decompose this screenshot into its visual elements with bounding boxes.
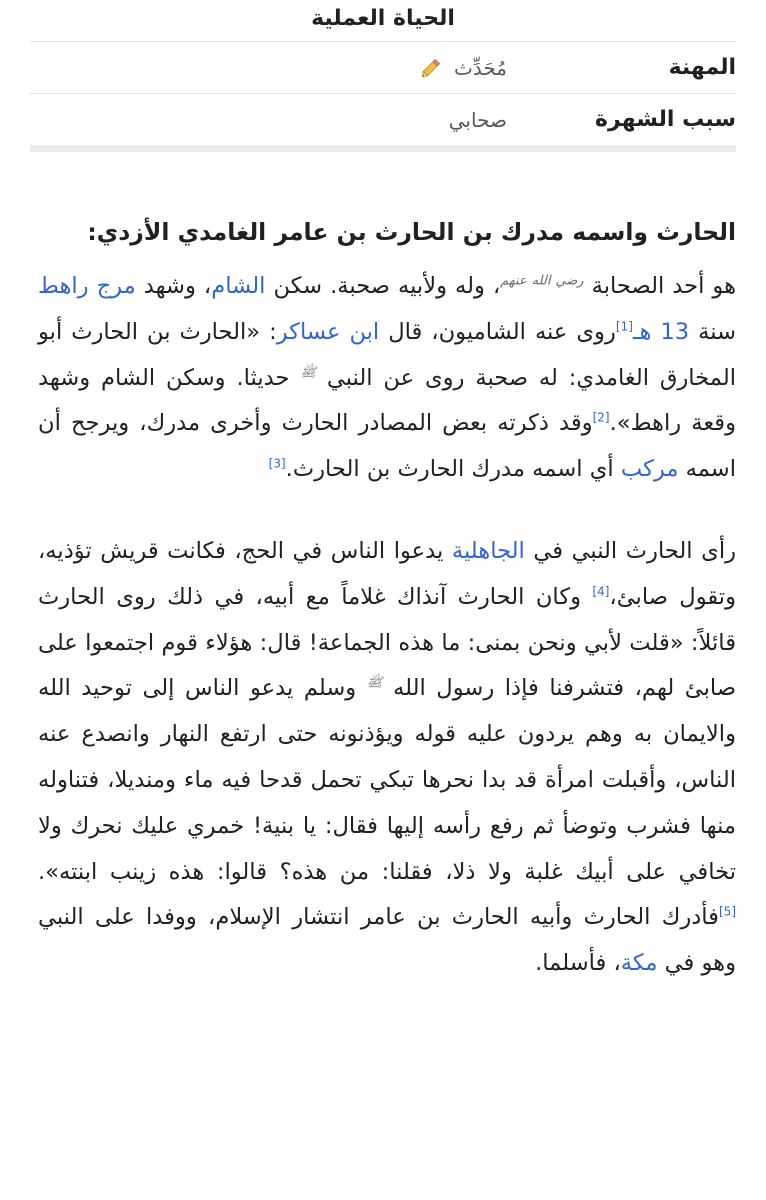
link-jahiliyya[interactable]: الجاهلية bbox=[451, 537, 525, 564]
article-heading: الحارث واسمه مدرك بن الحارث بن عامر الغامدي الأزدي: bbox=[87, 218, 736, 246]
honorific-mark: ﷺ bbox=[300, 365, 317, 381]
paragraph-2 bbox=[38, 529, 736, 987]
reference-4[interactable]: [4] bbox=[592, 584, 610, 599]
p2-text-1: رأى الحارث النبي في bbox=[524, 537, 737, 564]
infobox bbox=[30, 0, 736, 152]
occupation-text: مُحَدِّث bbox=[454, 55, 507, 80]
reference-5[interactable]: [5] bbox=[718, 904, 736, 919]
link-makka[interactable]: مكة bbox=[620, 950, 658, 977]
p2-text-2: يدعوا الناس في الحج، فكانت قريش تؤذيه، وتقول صابئ، bbox=[38, 537, 736, 610]
p2-text-6: ، فأسلما. bbox=[535, 950, 621, 977]
fame-value: صحابي bbox=[448, 107, 507, 132]
p1-text-6: : «الحارث بن الحارث أبو المخارق الغامدي: له صحبة روى عن النبي bbox=[38, 318, 736, 391]
p1-text-5: روى عنه الشاميون، قال bbox=[379, 318, 616, 345]
infobox-row-occupation bbox=[30, 42, 736, 94]
link-ibn-asakir[interactable]: ابن عساكر bbox=[276, 318, 380, 345]
paragraph-1 bbox=[38, 264, 736, 493]
p1-text-4: سنة bbox=[689, 318, 737, 345]
p1-text-2: ، وله ولأبيه صحبة. سكن bbox=[265, 273, 501, 299]
infobox-title: الحياة العملية bbox=[30, 0, 736, 42]
honorific-mark: رضي الله عنهم bbox=[500, 273, 584, 289]
reference-1[interactable]: [1] bbox=[615, 319, 633, 334]
honorific-mark: ﷺ bbox=[366, 675, 383, 691]
pencil-icon[interactable] bbox=[418, 55, 444, 81]
p2-text-3: وكان الحارث آنذاك غلاماً مع أبيه، في ذلك روى الحارث قائلاً: «قلت لأبي ونحن بمنى: ما هذه الجماعة! قال: هؤلاء قوم اجتمعوا على صابئ لهم، فتشرفنا فإذا رسول الله bbox=[38, 583, 736, 702]
p1-text-8: وقد ذكرته بعض المصادر الحارث وأخرى مدرك، ويرجح أن اسمه bbox=[38, 410, 736, 483]
occupation-label: المهنة bbox=[668, 55, 736, 80]
infobox-row-fame bbox=[30, 94, 736, 152]
p2-text-4: وسلم يدعو الناس إلى توحيد الله والايمان به وهم يردون عليه قوله ويؤذنونه حتى ارتفع النهار وانصدع عنه الناس، وأقبلت امرأة قد بدا نحرها تبكي تحمل قدحا فيه ماء ومنديلا، فتناوله منها فشرب وتوضأ ثم رفع رأسه إليها فقال: يا بنية! خمري عليك نحرك ولا تخافي على أبيك غلبة ولا ذلا، فقلنا: من هذه؟ قالوا: هذه زينب ابنته». bbox=[38, 675, 736, 885]
p1-text-1: هو أحد الصحابة bbox=[583, 273, 736, 299]
article-body bbox=[38, 212, 736, 987]
link-sham[interactable]: الشام bbox=[211, 273, 266, 299]
p1-text-3: ، وشهد bbox=[135, 273, 212, 299]
occupation-value bbox=[30, 55, 531, 81]
reference-2[interactable]: [2] bbox=[592, 410, 610, 425]
link-year[interactable]: 13 هـ bbox=[632, 318, 690, 345]
p1-text-9: أي اسمه مدرك الحارث بن الحارث. bbox=[285, 456, 621, 483]
reference-3[interactable]: [3] bbox=[268, 456, 286, 471]
p1-text-7: حديثا. وسكن الشام وشهد وقعة راهط». bbox=[38, 364, 736, 437]
link-marj-rahit[interactable]: مرج راهط bbox=[38, 273, 136, 299]
p2-text-5: فأدرك الحارث وأبيه الحارث بن عامر انتشار الإسلام، ووفدا على النبي وهو في bbox=[38, 904, 736, 977]
link-murakkab[interactable]: مركب bbox=[620, 456, 679, 483]
fame-label: سبب الشهرة bbox=[595, 107, 736, 132]
